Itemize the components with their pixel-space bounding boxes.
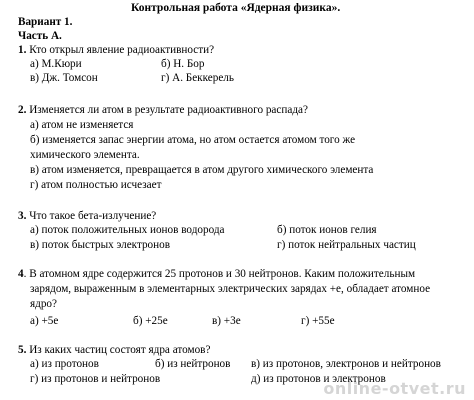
question-1 [18,44,214,57]
question-2-option-a: а) атом не изменяется [30,119,134,131]
question-4-text-line-2: зарядом, выраженным в элементарных электрических зарядах +е, обладает атомное [30,283,431,295]
question-4-option-c: в) +3е [212,315,241,327]
question-text: . В атомном ядре содержится 25 протонов и 30 нейтронов. Каким положительным [23,268,416,280]
question-4-option-d: г) +55е [301,315,335,327]
question-text: Изменяется ли атом в результате радиоактивного распада? [29,104,308,116]
question-5-option-c: в) из протонов, электронов и нейтронов [251,358,441,370]
question-number: 4 [18,268,24,280]
question-number: 1. [18,44,27,56]
variant-heading: Вариант 1. [18,16,73,28]
site-watermark: online-otvet.ru [323,379,466,398]
question-1-option-b: б) Н. Бор [161,58,205,70]
question-3-option-d: г) поток нейтральных частиц [277,239,416,251]
question-2-option-c: в) атом изменяется, превращается в атом другого химического элемента [30,164,374,176]
question-2-option-d: г) атом полностью исчезает [30,179,162,191]
question-number: 5. [18,344,27,356]
question-3-option-c: в) поток быстрых электронов [30,239,171,251]
question-5-option-b: б) из нейтронов [155,358,231,370]
question-text: Из каких частиц состоят ядра атомов? [29,344,211,356]
question-2 [18,104,308,117]
question-text: Кто открыл явление радиоактивности? [29,44,215,56]
question-4-option-b: б) +25е [133,315,168,327]
question-5-option-a: а) из протонов [30,358,99,370]
question-5 [18,344,210,357]
question-5-option-e: д) из протонов и электронов [251,373,386,385]
question-2-option-b-cont: химического элемента. [30,149,140,161]
document-title: Контрольная работа «Ядерная физика». [131,2,341,14]
question-1-option-d: г) А. Беккерель [161,72,234,84]
question-text: Что такое бета-излучение? [29,210,157,222]
question-2-option-b: б) изменяется запас энергии атома, но атом остается атомом того же [30,134,356,146]
question-1-option-c: в) Дж. Томсон [30,72,98,84]
question-number: 2. [18,104,27,116]
question-1-option-a: а) М.Кюри [30,58,82,70]
question-3-option-a: а) поток положительных ионов водорода [30,224,225,236]
part-heading: Часть А. [18,30,62,42]
question-4 [18,268,415,281]
question-number: 3. [18,210,27,222]
question-4-option-a: а) +5е [30,315,59,327]
question-3-option-b: б) поток ионов гелия [277,224,377,236]
question-5-option-d: г) из протонов и нейтронов [30,373,161,385]
question-4-text-line-3: ядро? [30,298,57,310]
question-3 [18,210,156,223]
